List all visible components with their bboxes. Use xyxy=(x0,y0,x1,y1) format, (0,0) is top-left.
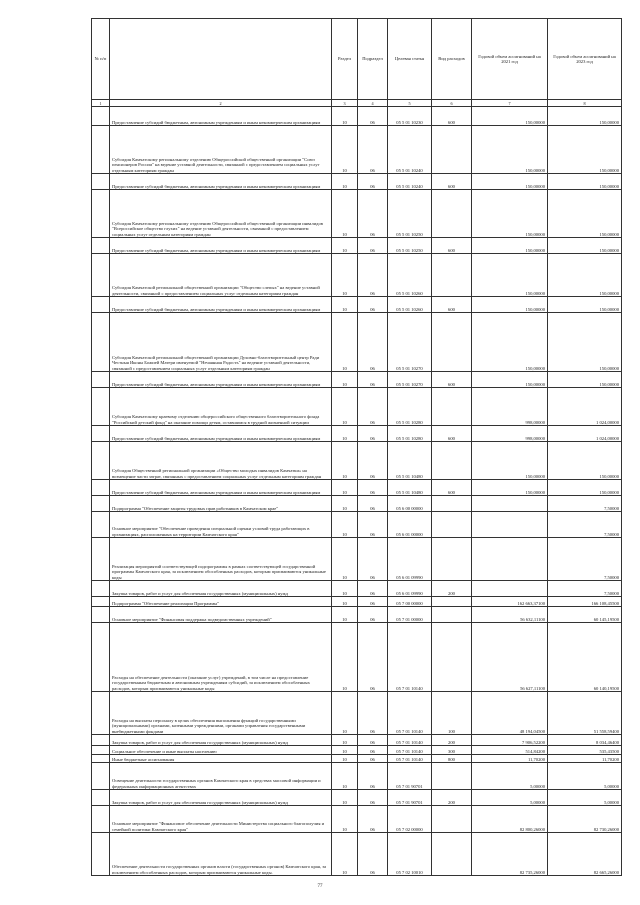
row-num-cell xyxy=(92,512,110,538)
row-expense-type-cell: 800 xyxy=(432,755,472,763)
row-allocation-2021-cell: 82 735,26000 xyxy=(472,833,548,876)
row-allocation-2023-cell: 150,00000 xyxy=(548,372,622,388)
row-section-cell: 10 xyxy=(332,512,358,538)
row-allocation-2021-cell: 998,00000 xyxy=(472,388,548,426)
row-target-article-cell: 05 6 00 00000 xyxy=(388,496,432,512)
row-target-article-cell: 05 7 01 10140 xyxy=(388,623,432,692)
table-row xyxy=(92,538,622,581)
row-allocation-2023-cell: 5,00000 xyxy=(548,763,622,790)
header-name xyxy=(110,19,332,100)
row-name-cell: Закупка товаров, работ и услуг для обеспечения государственных (муниципальных) нужд xyxy=(110,790,332,806)
row-num-cell xyxy=(92,372,110,388)
row-name-cell: Реализация мероприятий соответствующей подпрограммы в рамках соответствующей государственной программы Камчатского края, за исключением обособленных расходов, которым присваиваются уникальные коды xyxy=(110,538,332,581)
row-subsection-cell: 06 xyxy=(358,806,388,833)
row-expense-type-cell xyxy=(432,313,472,372)
row-allocation-2021-cell: 150,00000 xyxy=(472,107,548,126)
table-row xyxy=(92,107,622,126)
row-allocation-2021-cell: 82 800,26000 xyxy=(472,806,548,833)
row-num-cell xyxy=(92,746,110,755)
row-num-cell xyxy=(92,755,110,763)
table-row xyxy=(92,190,622,238)
row-allocation-2023-cell: 60 145,19500 xyxy=(548,607,622,623)
index-cell: 6 xyxy=(432,100,472,107)
row-target-article-cell: 05 6 01 09990 xyxy=(388,538,432,581)
row-subsection-cell: 06 xyxy=(358,496,388,512)
table-row xyxy=(92,597,622,607)
row-allocation-2021-cell: 56 632,11100 xyxy=(472,607,548,623)
row-subsection-cell: 06 xyxy=(358,297,388,313)
row-allocation-2021-cell: 56 627,11100 xyxy=(472,623,548,692)
row-name-cell: Закупка товаров, работ и услуг для обеспечения государственных (муниципальных) нужд xyxy=(110,735,332,746)
table-row xyxy=(92,426,622,442)
row-num-cell xyxy=(92,313,110,372)
row-allocation-2021-cell: 150,00000 xyxy=(472,190,548,238)
row-section-cell: 10 xyxy=(332,442,358,480)
row-allocation-2021-cell: 150,00000 xyxy=(472,174,548,190)
table-row xyxy=(92,623,622,692)
table-row xyxy=(92,297,622,313)
row-section-cell: 10 xyxy=(332,388,358,426)
row-allocation-2023-cell: 7,50000 xyxy=(548,538,622,581)
table-row xyxy=(92,833,622,876)
row-allocation-2023-cell: 150,00000 xyxy=(548,313,622,372)
row-allocation-2023-cell: 150,00000 xyxy=(548,107,622,126)
row-section-cell: 10 xyxy=(332,174,358,190)
header-expense-type: Вид расходов xyxy=(432,19,472,100)
row-expense-type-cell xyxy=(432,254,472,297)
row-num-cell xyxy=(92,735,110,746)
table-row xyxy=(92,512,622,538)
row-allocation-2021-cell: 150,00000 xyxy=(472,126,548,174)
row-section-cell: 10 xyxy=(332,735,358,746)
row-subsection-cell: 06 xyxy=(358,763,388,790)
index-cell: 1 xyxy=(92,100,110,107)
row-name-cell: Расходы на выплаты персоналу в целях обеспечения выполнения функций государственными (муниципальными) органами, казенными учреждениями, органами управления государственными внебюджетными фондами xyxy=(110,692,332,735)
row-subsection-cell: 06 xyxy=(358,746,388,755)
index-cell: 3 xyxy=(332,100,358,107)
row-num-cell xyxy=(92,297,110,313)
row-subsection-cell: 06 xyxy=(358,538,388,581)
row-expense-type-cell xyxy=(432,597,472,607)
row-subsection-cell: 06 xyxy=(358,480,388,496)
row-subsection-cell: 06 xyxy=(358,313,388,372)
row-allocation-2023-cell: 150,00000 xyxy=(548,297,622,313)
row-expense-type-cell: 600 xyxy=(432,107,472,126)
table-row xyxy=(92,126,622,174)
row-target-article-cell: 05 7 01 10140 xyxy=(388,735,432,746)
row-name-cell: Субсидия Камчатскому региональному отделению Общероссийской общественной организации "Союз пенсионеров России" на ведение уставной деятельности, связанной с предоставлением социальных услуг отдельным категориям граждан xyxy=(110,126,332,174)
row-expense-type-cell xyxy=(432,763,472,790)
row-target-article-cell: 05 5 01 10260 xyxy=(388,254,432,297)
row-expense-type-cell: 300 xyxy=(432,746,472,755)
row-expense-type-cell xyxy=(432,190,472,238)
row-target-article-cell: 05 5 01 10280 xyxy=(388,426,432,442)
row-allocation-2023-cell: 535,43500 xyxy=(548,746,622,755)
row-subsection-cell: 06 xyxy=(358,790,388,806)
row-allocation-2021-cell: 150,00000 xyxy=(472,254,548,297)
row-name-cell: Обеспечение деятельности государственных органов власти (государственных органов) Камчатского края, за исключением обособленных расходов, которым присваиваются уникальные коды. xyxy=(110,833,332,876)
row-allocation-2021-cell: 150,00000 xyxy=(472,442,548,480)
row-name-cell: Основное мероприятие "Финансовое обеспечение деятельности Министерства социального благополучия и семейной политики Камчатского края" xyxy=(110,806,332,833)
row-expense-type-cell xyxy=(432,388,472,426)
row-allocation-2023-cell: 150,00000 xyxy=(548,480,622,496)
row-expense-type-cell xyxy=(432,126,472,174)
row-num-cell xyxy=(92,763,110,790)
row-section-cell: 10 xyxy=(332,806,358,833)
row-allocation-2021-cell: 48 194,04500 xyxy=(472,692,548,735)
row-allocation-2021-cell: 150,00000 xyxy=(472,372,548,388)
row-subsection-cell: 06 xyxy=(358,581,388,597)
row-expense-type-cell xyxy=(432,442,472,480)
row-name-cell: Предоставление субсидий бюджетным, автономным учреждениям и иным некоммерческим организациям xyxy=(110,297,332,313)
row-target-article-cell: 05 7 00 00000 xyxy=(388,597,432,607)
table-row xyxy=(92,735,622,746)
row-num-cell xyxy=(92,623,110,692)
row-expense-type-cell: 600 xyxy=(432,480,472,496)
row-subsection-cell: 06 xyxy=(358,388,388,426)
index-cell: 4 xyxy=(358,100,388,107)
row-name-cell: Предоставление субсидий бюджетным, автономным учреждениям и иным некоммерческим организациям xyxy=(110,238,332,254)
row-subsection-cell: 06 xyxy=(358,174,388,190)
table-row xyxy=(92,581,622,597)
row-allocation-2023-cell: 11,70200 xyxy=(548,755,622,763)
row-name-cell: Подпрограмма "Обеспечение реализации Программы" xyxy=(110,597,332,607)
row-section-cell: 10 xyxy=(332,763,358,790)
row-expense-type-cell xyxy=(432,806,472,833)
row-subsection-cell: 06 xyxy=(358,126,388,174)
row-allocation-2023-cell: 7,50000 xyxy=(548,512,622,538)
row-num-cell xyxy=(92,442,110,480)
row-allocation-2021-cell: 150,00000 xyxy=(472,238,548,254)
row-name-cell: Субсидия Камчатской региональной общественной организации "Общество слепых" на ведение уставной деятельности, связанной с предоставлением социальных услуг отдельным категориям граждан xyxy=(110,254,332,297)
row-num-cell xyxy=(92,833,110,876)
index-cell: 8 xyxy=(548,100,622,107)
row-section-cell: 10 xyxy=(332,254,358,297)
header-num: № п/п xyxy=(92,19,110,100)
row-name-cell: Предоставление субсидий бюджетным, автономным учреждениям и иным некоммерческим организациям xyxy=(110,372,332,388)
row-num-cell xyxy=(92,190,110,238)
row-expense-type-cell xyxy=(432,496,472,512)
row-subsection-cell: 06 xyxy=(358,597,388,607)
row-allocation-2023-cell: 82 665,26000 xyxy=(548,833,622,876)
row-section-cell: 10 xyxy=(332,538,358,581)
row-subsection-cell: 06 xyxy=(358,372,388,388)
row-subsection-cell: 06 xyxy=(358,833,388,876)
row-name-cell: Основное мероприятие "Финансовая поддержка подведомственных учреждений" xyxy=(110,607,332,623)
row-expense-type-cell: 100 xyxy=(432,692,472,735)
row-section-cell: 10 xyxy=(332,623,358,692)
row-num-cell xyxy=(92,238,110,254)
row-subsection-cell: 06 xyxy=(358,254,388,297)
row-name-cell: Основное мероприятие "Обеспечение проведения специальной оценки условий труда работающих в организациях, расположенных на территории Камчатского края" xyxy=(110,512,332,538)
row-section-cell: 10 xyxy=(332,597,358,607)
table-row xyxy=(92,763,622,790)
row-num-cell xyxy=(92,607,110,623)
index-cell: 2 xyxy=(110,100,332,107)
row-allocation-2021-cell: 7 906,52200 xyxy=(472,735,548,746)
table-row xyxy=(92,496,622,512)
row-subsection-cell: 06 xyxy=(358,426,388,442)
row-section-cell: 10 xyxy=(332,746,358,755)
row-allocation-2021-cell xyxy=(472,496,548,512)
row-name-cell: Закупка товаров, работ и услуг для обеспечения государственных (муниципальных) нужд xyxy=(110,581,332,597)
row-section-cell: 10 xyxy=(332,833,358,876)
row-allocation-2023-cell: 82 730,26000 xyxy=(548,806,622,833)
row-expense-type-cell: 200 xyxy=(432,790,472,806)
row-target-article-cell: 05 5 01 10240 xyxy=(388,174,432,190)
row-allocation-2023-cell: 51 558,59400 xyxy=(548,692,622,735)
row-name-cell: Субсидия Камчатской региональной общественной организации Духовно-благотворительный центр Ради Честныя Иконы Божией Матери именуемой "Нечаянная Радость" на ведение уставной деятельности, связанной с предоставлением социальных услуг отдельным категориям граждан xyxy=(110,313,332,372)
page-number: 77 xyxy=(317,884,323,889)
row-num-cell xyxy=(92,388,110,426)
row-num-cell xyxy=(92,426,110,442)
row-name-cell: Субсидия Камчатскому краевому отделению общероссийского общественного благотворительного фонда "Российский детский фонд" на оказание помощи детям, оставшимся в трудной жизненной ситуации xyxy=(110,388,332,426)
row-num-cell xyxy=(92,597,110,607)
row-num-cell xyxy=(92,174,110,190)
row-name-cell: Подпрограмма "Обеспечение защиты трудовых прав работников в Камчатском крае" xyxy=(110,496,332,512)
row-name-cell: Субсидия Общественной региональной организации «Общество молодых инвалидов Камчатки» на возмещение части затрат, связанных с предоставлением социальных услуг отдельным категориям граждан xyxy=(110,442,332,480)
row-section-cell: 10 xyxy=(332,238,358,254)
row-subsection-cell: 06 xyxy=(358,623,388,692)
row-section-cell: 10 xyxy=(332,496,358,512)
row-subsection-cell: 06 xyxy=(358,735,388,746)
row-name-cell: Иные бюджетные ассигнования xyxy=(110,755,332,763)
row-target-article-cell: 05 5 01 10230 xyxy=(388,107,432,126)
row-section-cell: 10 xyxy=(332,372,358,388)
row-allocation-2021-cell: 162 663,37100 xyxy=(472,597,548,607)
row-name-cell: Предоставление субсидий бюджетным, автономным учреждениям и иным некоммерческим организациям xyxy=(110,426,332,442)
row-allocation-2021-cell: 150,00000 xyxy=(472,313,548,372)
row-subsection-cell: 06 xyxy=(358,607,388,623)
row-allocation-2021-cell: 150,00000 xyxy=(472,480,548,496)
row-section-cell: 10 xyxy=(332,313,358,372)
header-allocation-2023: Годовой объем ассигнований на 2023 год xyxy=(548,19,622,100)
budget-allocation-table xyxy=(91,18,622,876)
row-expense-type-cell xyxy=(432,833,472,876)
table-row xyxy=(92,480,622,496)
row-target-article-cell: 05 7 01 90701 xyxy=(388,790,432,806)
row-num-cell xyxy=(92,806,110,833)
row-subsection-cell: 06 xyxy=(358,755,388,763)
table-row xyxy=(92,388,622,426)
row-target-article-cell: 05 7 01 10140 xyxy=(388,746,432,755)
row-section-cell: 10 xyxy=(332,426,358,442)
row-allocation-2023-cell: 7,50000 xyxy=(548,581,622,597)
row-name-cell: Расходы на обеспечение деятельности (оказание услуг) учреждений, в том числе на предоставление государственным бюджетным и автономным учреждениям субсидий, за исключением обособленных расходов, которым присваиваются уникальные коды xyxy=(110,623,332,692)
row-allocation-2023-cell: 150,00000 xyxy=(548,442,622,480)
row-target-article-cell: 05 6 01 09990 xyxy=(388,581,432,597)
row-expense-type-cell: 600 xyxy=(432,297,472,313)
row-name-cell: Предоставление субсидий бюджетным, автономным учреждениям и иным некоммерческим организациям xyxy=(110,174,332,190)
table-header-row xyxy=(92,19,622,100)
row-num-cell xyxy=(92,538,110,581)
header-allocation-2021: Годовой объем ассигнований на 2021 год xyxy=(472,19,548,100)
table-row xyxy=(92,806,622,833)
row-target-article-cell: 05 7 01 00000 xyxy=(388,607,432,623)
row-allocation-2023-cell: 150,00000 xyxy=(548,190,622,238)
row-expense-type-cell xyxy=(432,512,472,538)
row-expense-type-cell: 600 xyxy=(432,372,472,388)
row-allocation-2023-cell: 1 024,00000 xyxy=(548,426,622,442)
row-target-article-cell: 05 5 01 10250 xyxy=(388,190,432,238)
table-row xyxy=(92,746,622,755)
row-target-article-cell: 05 5 01 10270 xyxy=(388,313,432,372)
header-section: Раздел xyxy=(332,19,358,100)
row-section-cell: 10 xyxy=(332,755,358,763)
row-allocation-2021-cell: 5,00000 xyxy=(472,763,548,790)
row-allocation-2023-cell: 150,00000 xyxy=(548,238,622,254)
table-row xyxy=(92,313,622,372)
row-expense-type-cell xyxy=(432,623,472,692)
row-target-article-cell: 05 5 01 10260 xyxy=(388,297,432,313)
row-target-article-cell: 05 5 01 10250 xyxy=(388,238,432,254)
row-allocation-2021-cell xyxy=(472,512,548,538)
table-row xyxy=(92,254,622,297)
row-allocation-2023-cell: 166 108,45500 xyxy=(548,597,622,607)
row-name-cell: Социальное обеспечение и иные выплаты населению xyxy=(110,746,332,755)
row-name-cell: Освещение деятельности государственных органов Камчатского края в средствах массовой информации и федеральных информационных агентствах xyxy=(110,763,332,790)
row-target-article-cell: 05 7 01 90701 xyxy=(388,763,432,790)
header-target-article: Целевая статья xyxy=(388,19,432,100)
row-subsection-cell: 06 xyxy=(358,442,388,480)
row-section-cell: 10 xyxy=(332,190,358,238)
row-allocation-2023-cell: 7,50000 xyxy=(548,496,622,512)
row-target-article-cell: 05 5 01 10270 xyxy=(388,372,432,388)
row-allocation-2023-cell: 60 140,19500 xyxy=(548,623,622,692)
row-allocation-2023-cell: 1 024,00000 xyxy=(548,388,622,426)
row-num-cell xyxy=(92,107,110,126)
table-row xyxy=(92,442,622,480)
row-section-cell: 10 xyxy=(332,107,358,126)
row-section-cell: 10 xyxy=(332,607,358,623)
row-allocation-2021-cell: 514,84200 xyxy=(472,746,548,755)
row-num-cell xyxy=(92,496,110,512)
row-expense-type-cell xyxy=(432,538,472,581)
row-allocation-2021-cell: 150,00000 xyxy=(472,297,548,313)
row-subsection-cell: 06 xyxy=(358,692,388,735)
row-expense-type-cell: 600 xyxy=(432,174,472,190)
table-row xyxy=(92,174,622,190)
row-target-article-cell: 05 7 01 10140 xyxy=(388,692,432,735)
row-target-article-cell: 05 5 01 10280 xyxy=(388,388,432,426)
row-target-article-cell: 05 7 01 10140 xyxy=(388,755,432,763)
table-row xyxy=(92,790,622,806)
row-expense-type-cell: 200 xyxy=(432,735,472,746)
row-allocation-2021-cell xyxy=(472,581,548,597)
row-expense-type-cell xyxy=(432,607,472,623)
row-section-cell: 10 xyxy=(332,480,358,496)
row-num-cell xyxy=(92,480,110,496)
row-allocation-2021-cell xyxy=(472,538,548,581)
row-section-cell: 10 xyxy=(332,581,358,597)
row-num-cell xyxy=(92,126,110,174)
row-expense-type-cell: 200 xyxy=(432,581,472,597)
row-section-cell: 10 xyxy=(332,790,358,806)
row-name-cell: Предоставление субсидий бюджетным, автономным учреждениям и иным некоммерческим организациям xyxy=(110,107,332,126)
row-allocation-2021-cell: 998,00000 xyxy=(472,426,548,442)
row-target-article-cell: 05 7 02 10010 xyxy=(388,833,432,876)
row-target-article-cell: 05 5 01 10240 xyxy=(388,126,432,174)
row-section-cell: 10 xyxy=(332,692,358,735)
row-section-cell: 10 xyxy=(332,126,358,174)
index-cell: 5 xyxy=(388,100,432,107)
index-cell: 7 xyxy=(472,100,548,107)
row-subsection-cell: 06 xyxy=(358,238,388,254)
row-allocation-2023-cell: 150,00000 xyxy=(548,254,622,297)
row-num-cell xyxy=(92,581,110,597)
row-target-article-cell: 05 5 01 10480 xyxy=(388,480,432,496)
table-row xyxy=(92,238,622,254)
row-allocation-2023-cell: 150,00000 xyxy=(548,174,622,190)
row-num-cell xyxy=(92,790,110,806)
table-row xyxy=(92,607,622,623)
row-name-cell: Предоставление субсидий бюджетным, автономным учреждениям и иным некоммерческим организациям xyxy=(110,480,332,496)
row-subsection-cell: 06 xyxy=(358,107,388,126)
table-row xyxy=(92,755,622,763)
row-allocation-2023-cell: 8 034,46400 xyxy=(548,735,622,746)
row-allocation-2023-cell: 150,00000 xyxy=(548,126,622,174)
header-subsection: Подраздел xyxy=(358,19,388,100)
row-name-cell: Субсидия Камчатскому региональному отделению Общероссийской общественной организации инвалидов "Всероссийское общество глухих" на ведение уставной деятельности, связанной с предоставлением социальных услуг отдельным категориям граждан xyxy=(110,190,332,238)
row-target-article-cell: 05 5 01 10480 xyxy=(388,442,432,480)
row-allocation-2023-cell: 5,00000 xyxy=(548,790,622,806)
row-allocation-2021-cell: 11,70200 xyxy=(472,755,548,763)
table-row xyxy=(92,372,622,388)
row-expense-type-cell: 600 xyxy=(432,238,472,254)
row-num-cell xyxy=(92,692,110,735)
row-num-cell xyxy=(92,254,110,297)
row-subsection-cell: 06 xyxy=(358,190,388,238)
table-row xyxy=(92,692,622,735)
row-section-cell: 10 xyxy=(332,297,358,313)
row-allocation-2021-cell: 5,00000 xyxy=(472,790,548,806)
row-expense-type-cell: 600 xyxy=(432,426,472,442)
column-index-row xyxy=(92,100,622,107)
row-target-article-cell: 05 7 02 00000 xyxy=(388,806,432,833)
row-target-article-cell: 05 6 01 00000 xyxy=(388,512,432,538)
row-subsection-cell: 06 xyxy=(358,512,388,538)
